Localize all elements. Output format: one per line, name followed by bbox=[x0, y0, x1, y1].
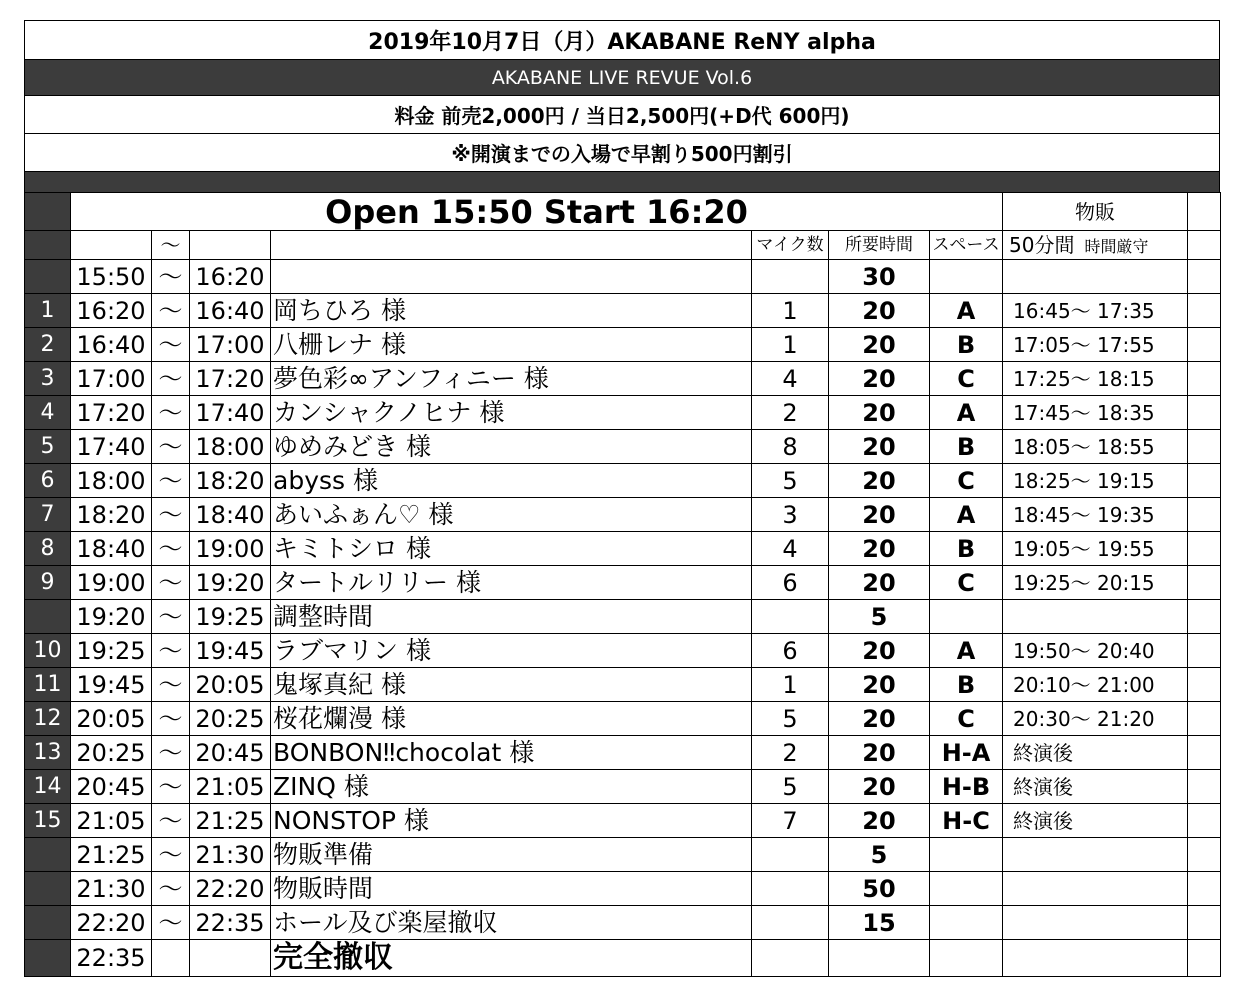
start-time: 22:20 bbox=[71, 906, 152, 940]
edge-cell bbox=[1188, 804, 1221, 838]
schedule-row bbox=[25, 736, 1221, 770]
start-time: 20:05 bbox=[71, 702, 152, 736]
row-number: 5 bbox=[25, 430, 71, 464]
start-time: 19:20 bbox=[71, 600, 152, 634]
performer-name: 岡ちひろ 様 bbox=[271, 294, 752, 328]
duration: 20 bbox=[829, 804, 930, 838]
row-number bbox=[25, 600, 71, 634]
tilde: 〜 bbox=[152, 872, 190, 906]
duration: 20 bbox=[829, 566, 930, 600]
tilde: 〜 bbox=[152, 396, 190, 430]
merch-space: B bbox=[930, 328, 1003, 362]
start-time: 16:20 bbox=[71, 294, 152, 328]
duration: 5 bbox=[829, 600, 930, 634]
row-number: 4 bbox=[25, 396, 71, 430]
schedule-row bbox=[25, 396, 1221, 430]
merch-time: 17:05〜 17:55 bbox=[1003, 328, 1188, 362]
merch-space: C bbox=[930, 464, 1003, 498]
edge-cell bbox=[1188, 702, 1221, 736]
merch-time: 18:45〜 19:35 bbox=[1003, 498, 1188, 532]
edge-cell bbox=[1188, 231, 1221, 260]
mic-count-header: マイク数 bbox=[752, 231, 829, 260]
tilde bbox=[152, 940, 190, 977]
tilde: 〜 bbox=[152, 532, 190, 566]
space-header: スペース bbox=[930, 231, 1003, 260]
merch-time bbox=[1003, 600, 1188, 634]
performer-name: あいふぁん♡ 様 bbox=[271, 498, 752, 532]
merch-time: 18:25〜 19:15 bbox=[1003, 464, 1188, 498]
duration: 20 bbox=[829, 328, 930, 362]
merch-time: 終演後 bbox=[1003, 804, 1188, 838]
merch-time bbox=[1003, 260, 1188, 294]
tilde: 〜 bbox=[152, 362, 190, 396]
edge-cell bbox=[1188, 498, 1221, 532]
merch-space: A bbox=[930, 294, 1003, 328]
event-title: AKABANE LIVE REVUE Vol.6 bbox=[24, 59, 1220, 95]
merch-time bbox=[1003, 906, 1188, 940]
edge-cell bbox=[1188, 464, 1221, 498]
performer-name: abyss 様 bbox=[271, 464, 752, 498]
start-time: 21:25 bbox=[71, 838, 152, 872]
row-number bbox=[25, 838, 71, 872]
edge-cell bbox=[1188, 328, 1221, 362]
merch-space: C bbox=[930, 702, 1003, 736]
tilde: 〜 bbox=[152, 668, 190, 702]
row-number bbox=[25, 906, 71, 940]
row-number: 13 bbox=[25, 736, 71, 770]
merch-space: B bbox=[930, 532, 1003, 566]
duration: 5 bbox=[829, 838, 930, 872]
end-time bbox=[190, 940, 271, 977]
merch-space: B bbox=[930, 430, 1003, 464]
start-time: 20:45 bbox=[71, 770, 152, 804]
schedule-row bbox=[25, 328, 1221, 362]
performer-name: ホール及び楽屋撤収 bbox=[271, 906, 752, 940]
performer-name: キミトシロ 様 bbox=[271, 532, 752, 566]
end-time: 21:05 bbox=[190, 770, 271, 804]
merch-space bbox=[930, 906, 1003, 940]
end-time: 19:00 bbox=[190, 532, 271, 566]
end-time: 18:00 bbox=[190, 430, 271, 464]
mic-count bbox=[752, 872, 829, 906]
duration: 20 bbox=[829, 532, 930, 566]
duration bbox=[829, 940, 930, 977]
divider-bar bbox=[24, 171, 1220, 192]
duration: 20 bbox=[829, 498, 930, 532]
start-time: 19:00 bbox=[71, 566, 152, 600]
merch-space: A bbox=[930, 634, 1003, 668]
start-time: 15:50 bbox=[71, 260, 152, 294]
row-number: 2 bbox=[25, 328, 71, 362]
edge-cell bbox=[1188, 838, 1221, 872]
mic-count: 5 bbox=[752, 702, 829, 736]
final-row bbox=[25, 940, 1221, 977]
end-time: 20:05 bbox=[190, 668, 271, 702]
start-time: 18:20 bbox=[71, 498, 152, 532]
mic-count: 3 bbox=[752, 498, 829, 532]
schedule-row bbox=[25, 532, 1221, 566]
merch-time: 20:10〜 21:00 bbox=[1003, 668, 1188, 702]
ticket-price: 料金 前売2,000円 / 当日2,500円(+D代 600円) bbox=[24, 95, 1220, 133]
tilde: 〜 bbox=[152, 566, 190, 600]
duration: 20 bbox=[829, 362, 930, 396]
tilde: 〜 bbox=[152, 260, 190, 294]
start-time: 17:20 bbox=[71, 396, 152, 430]
performer-name: 桜花爛漫 様 bbox=[271, 702, 752, 736]
merch-space bbox=[930, 838, 1003, 872]
start-time: 16:40 bbox=[71, 328, 152, 362]
start-time: 19:45 bbox=[71, 668, 152, 702]
mic-count: 6 bbox=[752, 634, 829, 668]
merch-time bbox=[1003, 872, 1188, 906]
mic-count bbox=[752, 940, 829, 977]
edge-cell bbox=[1188, 193, 1221, 231]
merch-time bbox=[1003, 838, 1188, 872]
tilde: 〜 bbox=[152, 906, 190, 940]
end-time: 17:40 bbox=[190, 396, 271, 430]
performer-name: ラブマリン 様 bbox=[271, 634, 752, 668]
schedule-row bbox=[25, 566, 1221, 600]
tilde: 〜 bbox=[152, 294, 190, 328]
end-time: 16:40 bbox=[190, 294, 271, 328]
duration: 20 bbox=[829, 736, 930, 770]
schedule-row bbox=[25, 600, 1221, 634]
end-time: 22:20 bbox=[190, 872, 271, 906]
row-number: 3 bbox=[25, 362, 71, 396]
schedule-row bbox=[25, 464, 1221, 498]
mic-count bbox=[752, 838, 829, 872]
start-time: 17:40 bbox=[71, 430, 152, 464]
duration: 20 bbox=[829, 396, 930, 430]
merch-time: 17:45〜 18:35 bbox=[1003, 396, 1188, 430]
merch-space: A bbox=[930, 396, 1003, 430]
start-time: 21:30 bbox=[71, 872, 152, 906]
performer-name: カンシャクノヒナ 様 bbox=[271, 396, 752, 430]
merch-space bbox=[930, 600, 1003, 634]
row-number bbox=[25, 872, 71, 906]
edge-cell bbox=[1188, 294, 1221, 328]
end-time: 18:40 bbox=[190, 498, 271, 532]
performer-name: 鬼塚真紀 様 bbox=[271, 668, 752, 702]
performer-name: タートルリリー 様 bbox=[271, 566, 752, 600]
tilde: 〜 bbox=[152, 770, 190, 804]
end-time: 20:25 bbox=[190, 702, 271, 736]
row-number bbox=[25, 940, 71, 977]
edge-cell bbox=[1188, 532, 1221, 566]
final-label: 完全撤収 bbox=[271, 940, 752, 977]
row-number: 15 bbox=[25, 804, 71, 838]
end-time: 18:20 bbox=[190, 464, 271, 498]
merch-space bbox=[930, 260, 1003, 294]
schedule-row bbox=[25, 430, 1221, 464]
end-time: 21:25 bbox=[190, 804, 271, 838]
mic-count bbox=[752, 906, 829, 940]
duration: 20 bbox=[829, 294, 930, 328]
edge-cell bbox=[1188, 634, 1221, 668]
duration: 20 bbox=[829, 430, 930, 464]
performer-name: 夢色彩∞アンフィニー 様 bbox=[271, 362, 752, 396]
mic-count: 1 bbox=[752, 294, 829, 328]
row-number: 12 bbox=[25, 702, 71, 736]
start-time: 18:00 bbox=[71, 464, 152, 498]
merch-space: H-C bbox=[930, 804, 1003, 838]
row-number: 6 bbox=[25, 464, 71, 498]
mic-count: 5 bbox=[752, 464, 829, 498]
start-header bbox=[71, 231, 152, 260]
strict-label: 時間厳守 bbox=[1084, 237, 1149, 256]
timetable-sheet bbox=[24, 20, 1220, 977]
mic-count: 7 bbox=[752, 804, 829, 838]
merch-time: 18:05〜 18:55 bbox=[1003, 430, 1188, 464]
tilde: 〜 bbox=[152, 838, 190, 872]
start-time: 17:00 bbox=[71, 362, 152, 396]
performer-name: NONSTOP 様 bbox=[271, 804, 752, 838]
tilde: 〜 bbox=[152, 804, 190, 838]
column-header-row bbox=[25, 231, 1221, 260]
duration: 20 bbox=[829, 634, 930, 668]
end-time: 16:20 bbox=[190, 260, 271, 294]
performer-name bbox=[271, 260, 752, 294]
row-number: 8 bbox=[25, 532, 71, 566]
schedule-row bbox=[25, 260, 1221, 294]
edge-cell bbox=[1188, 396, 1221, 430]
mic-count: 2 bbox=[752, 396, 829, 430]
duration: 15 bbox=[829, 906, 930, 940]
duration: 20 bbox=[829, 668, 930, 702]
merch-time: 19:25〜 20:15 bbox=[1003, 566, 1188, 600]
tilde: 〜 bbox=[152, 430, 190, 464]
end-time: 17:20 bbox=[190, 362, 271, 396]
mic-count: 2 bbox=[752, 736, 829, 770]
row-number: 7 bbox=[25, 498, 71, 532]
minutes-label: 50分間 bbox=[1009, 233, 1075, 257]
duration: 20 bbox=[829, 464, 930, 498]
mic-count: 4 bbox=[752, 532, 829, 566]
merch-space: H-B bbox=[930, 770, 1003, 804]
edge-cell bbox=[1188, 736, 1221, 770]
mic-count: 6 bbox=[752, 566, 829, 600]
merch-space: H-A bbox=[930, 736, 1003, 770]
performer-name: 調整時間 bbox=[271, 600, 752, 634]
edge-cell bbox=[1188, 260, 1221, 294]
performer-name: ZINQ 様 bbox=[271, 770, 752, 804]
duration: 20 bbox=[829, 770, 930, 804]
mic-count: 8 bbox=[752, 430, 829, 464]
event-date-venue: 2019年10月7日（月）AKABANE ReNY alpha bbox=[24, 20, 1220, 59]
start-time: 20:25 bbox=[71, 736, 152, 770]
edge-cell bbox=[1188, 566, 1221, 600]
mic-count: 5 bbox=[752, 770, 829, 804]
edge-cell bbox=[1188, 668, 1221, 702]
schedule-row bbox=[25, 804, 1221, 838]
end-time: 21:30 bbox=[190, 838, 271, 872]
number-cell bbox=[25, 193, 71, 231]
edge-cell bbox=[1188, 872, 1221, 906]
schedule-row bbox=[25, 294, 1221, 328]
timetable bbox=[24, 192, 1221, 977]
merch-time: 16:45〜 17:35 bbox=[1003, 294, 1188, 328]
duration: 50 bbox=[829, 872, 930, 906]
performer-name: 八栅レナ 様 bbox=[271, 328, 752, 362]
edge-cell bbox=[1188, 600, 1221, 634]
merch-space bbox=[930, 872, 1003, 906]
merch-time: 終演後 bbox=[1003, 736, 1188, 770]
end-time: 19:25 bbox=[190, 600, 271, 634]
merch-time: 17:25〜 18:15 bbox=[1003, 362, 1188, 396]
mic-count: 1 bbox=[752, 328, 829, 362]
duration: 30 bbox=[829, 260, 930, 294]
performer-name: ゆめみどき 様 bbox=[271, 430, 752, 464]
performer-name: BONBON‼chocolat 様 bbox=[271, 736, 752, 770]
number-cell bbox=[25, 231, 71, 260]
schedule-row bbox=[25, 498, 1221, 532]
merch-space: C bbox=[930, 566, 1003, 600]
tilde: 〜 bbox=[152, 498, 190, 532]
edge-cell bbox=[1188, 940, 1221, 977]
early-discount-note: ※開演までの入場で早割り500円割引 bbox=[24, 133, 1220, 171]
schedule-row bbox=[25, 362, 1221, 396]
mic-count bbox=[752, 600, 829, 634]
merch-time: 19:05〜 19:55 bbox=[1003, 532, 1188, 566]
start-time: 18:40 bbox=[71, 532, 152, 566]
mic-count bbox=[752, 260, 829, 294]
end-header bbox=[190, 231, 271, 260]
mic-count: 4 bbox=[752, 362, 829, 396]
merch-time: 終演後 bbox=[1003, 770, 1188, 804]
banner-row bbox=[25, 193, 1221, 231]
row-number: 9 bbox=[25, 566, 71, 600]
edge-cell bbox=[1188, 906, 1221, 940]
start-time: 22:35 bbox=[71, 940, 152, 977]
schedule-row bbox=[25, 668, 1221, 702]
end-time: 19:45 bbox=[190, 634, 271, 668]
edge-cell bbox=[1188, 770, 1221, 804]
start-time: 21:05 bbox=[71, 804, 152, 838]
start-time: 19:25 bbox=[71, 634, 152, 668]
schedule-row bbox=[25, 770, 1221, 804]
edge-cell bbox=[1188, 362, 1221, 396]
schedule-row bbox=[25, 838, 1221, 872]
merch-time: 20:30〜 21:20 bbox=[1003, 702, 1188, 736]
tilde-header: 〜 bbox=[152, 231, 190, 260]
merch-time: 19:50〜 20:40 bbox=[1003, 634, 1188, 668]
merch-space: C bbox=[930, 362, 1003, 396]
row-number bbox=[25, 260, 71, 294]
performer-name: 物販準備 bbox=[271, 838, 752, 872]
row-number: 1 bbox=[25, 294, 71, 328]
tilde: 〜 bbox=[152, 600, 190, 634]
tilde: 〜 bbox=[152, 634, 190, 668]
duration: 20 bbox=[829, 702, 930, 736]
schedule-row bbox=[25, 872, 1221, 906]
performer-name: 物販時間 bbox=[271, 872, 752, 906]
required-time-header: 所要時間 bbox=[829, 231, 930, 260]
end-time: 17:00 bbox=[190, 328, 271, 362]
tilde: 〜 bbox=[152, 328, 190, 362]
merch-time bbox=[1003, 940, 1188, 977]
end-time: 19:20 bbox=[190, 566, 271, 600]
end-time: 20:45 bbox=[190, 736, 271, 770]
merch-duration-header bbox=[1003, 231, 1188, 260]
end-time: 22:35 bbox=[190, 906, 271, 940]
merch-space: A bbox=[930, 498, 1003, 532]
row-number: 10 bbox=[25, 634, 71, 668]
row-number: 14 bbox=[25, 770, 71, 804]
tilde: 〜 bbox=[152, 736, 190, 770]
tilde: 〜 bbox=[152, 702, 190, 736]
schedule-row bbox=[25, 702, 1221, 736]
schedule-row bbox=[25, 906, 1221, 940]
open-start-time: Open 15:50 Start 16:20 bbox=[71, 193, 1003, 231]
edge-cell bbox=[1188, 430, 1221, 464]
row-number: 11 bbox=[25, 668, 71, 702]
tilde: 〜 bbox=[152, 464, 190, 498]
merch-header: 物販 bbox=[1003, 193, 1188, 231]
merch-space: B bbox=[930, 668, 1003, 702]
mic-count: 1 bbox=[752, 668, 829, 702]
name-header bbox=[271, 231, 752, 260]
merch-space bbox=[930, 940, 1003, 977]
schedule-row bbox=[25, 634, 1221, 668]
